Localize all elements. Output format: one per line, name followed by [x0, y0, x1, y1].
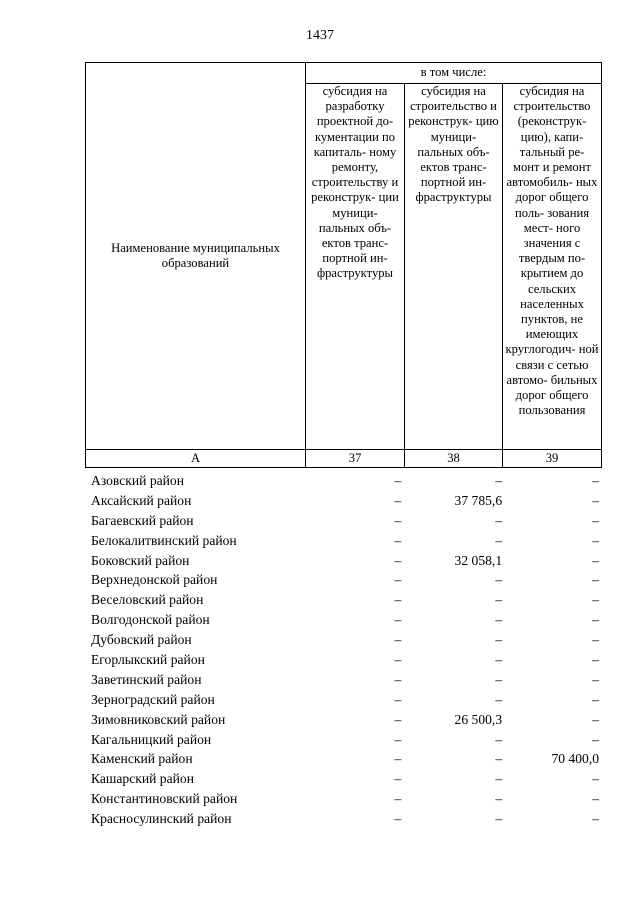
value-col-39: – [592, 811, 600, 827]
column-number-39: 39 [503, 450, 602, 468]
value-col-39: – [592, 472, 600, 488]
municipality-name: Аксайский район [91, 492, 192, 508]
value-col-38: – [495, 771, 503, 787]
value-col-39: – [592, 691, 600, 707]
table-row [85, 610, 601, 630]
value-col-39: – [592, 492, 600, 508]
page-number: 1437 [306, 28, 334, 43]
value-col-39: – [592, 711, 600, 727]
municipality-name: Заветинский район [91, 671, 202, 687]
municipality-name: Багаевский район [91, 512, 194, 528]
table-row [85, 590, 601, 610]
value-col-37: – [394, 632, 402, 648]
table-body [85, 471, 601, 829]
column-header-37: субсидия на разработку проектной до- кументации по капиталь- ному ремонту, строительству и реконструк- ции муници- пальных объ- ектов транс- портной ин- фраструктуры [306, 84, 405, 450]
value-col-39: – [592, 771, 600, 787]
value-col-37: – [394, 552, 402, 568]
table-row [85, 769, 601, 789]
table-row [85, 670, 601, 690]
table-row [85, 710, 601, 730]
column-header-38: субсидия на строительство и реконструк- цию муници- пальных объ- ектов транс- портной ин- фраструктуры [405, 84, 503, 450]
value-col-39: – [592, 731, 600, 747]
municipality-name: Дубовский район [91, 632, 192, 648]
value-col-38: 26 500,3 [454, 711, 503, 727]
value-col-38: – [495, 791, 503, 807]
municipality-name: Красносулинский район [91, 811, 232, 827]
value-col-38: – [495, 612, 503, 628]
value-col-38: – [495, 691, 503, 707]
table-row [85, 650, 601, 670]
table-row [85, 630, 601, 650]
table-row [85, 491, 601, 511]
value-col-37: – [394, 592, 402, 608]
value-col-38: – [495, 671, 503, 687]
value-col-37: – [394, 791, 402, 807]
column-number-38: 38 [405, 450, 503, 468]
column-header-name: Наименование муниципальных образований [86, 63, 306, 450]
municipality-name: Кагальницкий район [91, 731, 212, 747]
column-number-a: А [86, 450, 306, 468]
table-row [85, 570, 601, 590]
value-col-39: – [592, 651, 600, 667]
value-col-37: – [394, 472, 402, 488]
value-col-39: – [592, 512, 600, 528]
value-col-37: – [394, 811, 402, 827]
value-col-37: – [394, 771, 402, 787]
column-group-header: в том числе: [306, 63, 602, 84]
table-row [85, 690, 601, 710]
value-col-38: – [495, 592, 503, 608]
value-col-39: – [592, 632, 600, 648]
value-col-39: 70 400,0 [551, 751, 600, 767]
table-row [85, 511, 601, 531]
value-col-37: – [394, 711, 402, 727]
value-col-38: – [495, 632, 503, 648]
table-row [85, 809, 601, 829]
value-col-37: – [394, 731, 402, 747]
municipality-name: Белокалитвинский район [91, 532, 237, 548]
value-col-38: – [495, 572, 503, 588]
value-col-39: – [592, 791, 600, 807]
value-col-38: – [495, 532, 503, 548]
value-col-39: – [592, 552, 600, 568]
value-col-39: – [592, 532, 600, 548]
value-col-39: – [592, 592, 600, 608]
municipality-name: Зимовниковский район [91, 711, 226, 727]
table-row [85, 789, 601, 809]
table-row [85, 749, 601, 769]
municipality-name: Кашарский район [91, 771, 194, 787]
value-col-38: – [495, 811, 503, 827]
value-col-37: – [394, 492, 402, 508]
municipality-name: Азовский район [91, 472, 185, 488]
value-col-37: – [394, 532, 402, 548]
municipality-name: Веселовский район [91, 592, 204, 608]
value-col-37: – [394, 572, 402, 588]
table-row [85, 730, 601, 750]
municipality-name: Константиновский район [91, 791, 238, 807]
value-col-38: – [495, 512, 503, 528]
table-row [85, 531, 601, 551]
municipality-name: Боковский район [91, 552, 190, 568]
municipality-name: Волгодонской район [91, 612, 210, 628]
value-col-38: – [495, 731, 503, 747]
municipality-name: Каменский район [91, 751, 193, 767]
municipality-name: Зерноградский район [91, 691, 215, 707]
municipality-name: Егорлыкский район [91, 651, 205, 667]
value-col-38: – [495, 651, 503, 667]
column-header-39: субсидия на строительство (реконструк- цию), капи- тальный ре- монт и ремонт автомобиль- ных дорог общего поль- зования мест- ного значения с твердым по- крытием до сельских населенных пунктов, не имеющих круглогодич- ной связи с сетью автомо- бильных дорог общего пользования [503, 84, 602, 450]
table-row [85, 471, 601, 491]
municipality-name: Верхнедонской район [91, 572, 218, 588]
value-col-38: – [495, 751, 503, 767]
table-header [85, 62, 602, 468]
value-col-37: – [394, 691, 402, 707]
value-col-39: – [592, 572, 600, 588]
column-number-37: 37 [306, 450, 405, 468]
value-col-39: – [592, 671, 600, 687]
value-col-38: 32 058,1 [454, 552, 503, 568]
value-col-37: – [394, 612, 402, 628]
table-row [85, 551, 601, 571]
value-col-37: – [394, 512, 402, 528]
value-col-39: – [592, 612, 600, 628]
value-col-38: – [495, 472, 503, 488]
value-col-38: 37 785,6 [454, 492, 503, 508]
value-col-37: – [394, 651, 402, 667]
value-col-37: – [394, 751, 402, 767]
value-col-37: – [394, 671, 402, 687]
